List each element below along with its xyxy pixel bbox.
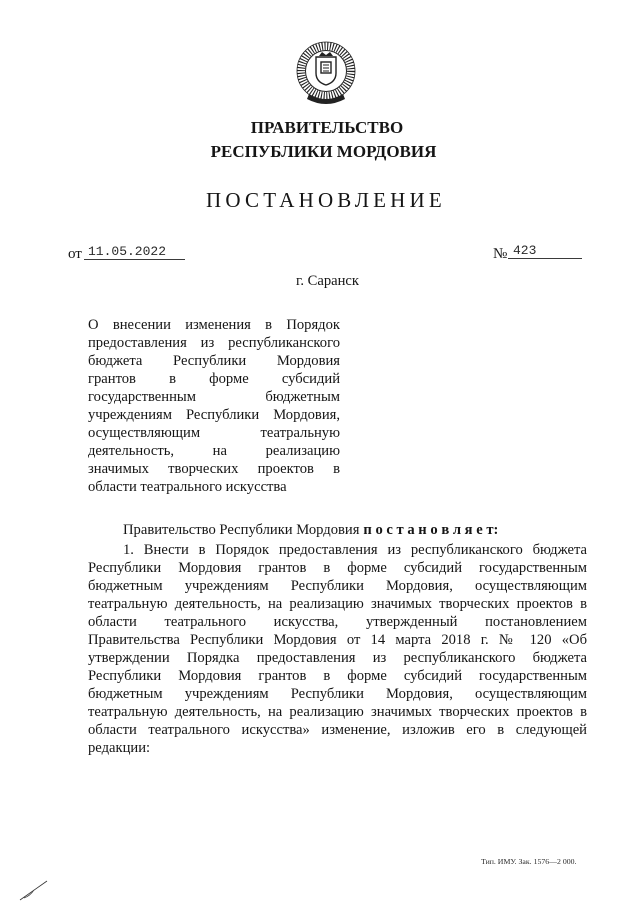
paragraph-line: бюджетным учреждениям Республики Мордовия, осуществляющим (88, 686, 587, 702)
decree-title-line: бюджета Республики Мордовия (88, 353, 340, 369)
document-number-field (508, 243, 582, 259)
decree-title-line: О внесении изменения в Порядок (88, 317, 340, 333)
paragraph-line: театральную деятельность, на реализацию значимых творческих проектов в (88, 704, 587, 720)
paragraph-line: театральную деятельность, на реализацию значимых творческих проектов в (88, 596, 587, 612)
decree-title-line: учреждениям Республики Мордовия, (88, 407, 340, 423)
decree-title-line: осуществляющим театральную (88, 425, 340, 441)
paragraph-line: 1. Внести в Порядок предоставления из республиканского бюджета (123, 542, 587, 558)
number-prefix: № (493, 246, 508, 262)
decree-title-line: значимых творческих проектов в (88, 461, 340, 477)
pen-mark-icon (18, 876, 50, 902)
document-date: 11.05.2022 (88, 244, 167, 259)
paragraph-line: Республики Мордовия грантов в форме субсидий государственным (88, 560, 587, 576)
document-number: 423 (513, 243, 537, 258)
coat-of-arms-icon (295, 38, 357, 108)
paragraph-line: бюджетным учреждениям Республики Мордовия, осуществляющим (88, 578, 587, 594)
government-name-line-2: РЕСПУБЛИКИ МОРДОВИЯ (210, 142, 437, 161)
body-intro-text: Правительство Республики Мордовия (123, 522, 360, 538)
decree-title-line: государственным бюджетным (88, 389, 340, 405)
decree-body (88, 541, 587, 757)
paragraph-line: области театрального искусства» изменение, изложив его в следующей (88, 722, 587, 738)
paragraph-line: области театрального искусства, утвержденный постановлением (88, 614, 587, 630)
decree-title-line: грантов в форме субсидий (88, 371, 340, 387)
paragraph-line: редакции: (88, 740, 151, 756)
date-prefix: от (68, 246, 82, 262)
body-intro-verb: п о с т а н о в л я е т: (363, 522, 499, 538)
document-type-title: ПОСТАНОВЛЕНИЕ (206, 188, 446, 212)
document-date-field (84, 244, 185, 260)
paragraph-line: Республики Мордовия грантов в форме субсидий государственным (88, 668, 587, 684)
government-name-line-1: ПРАВИТЕЛЬСТВО (250, 118, 404, 137)
issue-place: г. Саранск (296, 273, 359, 289)
decree-title (88, 316, 340, 496)
paragraph-line: Правительства Республики Мордовия от 14 марта 2018 г. № 120 «Об (88, 632, 587, 648)
body-intro (123, 521, 498, 539)
paragraph-line: утверждении Порядка предоставления из республиканского бюджета (88, 650, 587, 666)
decree-title-line: области театрального искусства (88, 479, 287, 495)
decree-title-line: предоставления из республиканского (88, 335, 340, 351)
print-info: Тип. ИМУ. Зак. 1576—2 000. (481, 857, 577, 866)
decree-title-line: деятельность, на реализацию (88, 443, 340, 459)
